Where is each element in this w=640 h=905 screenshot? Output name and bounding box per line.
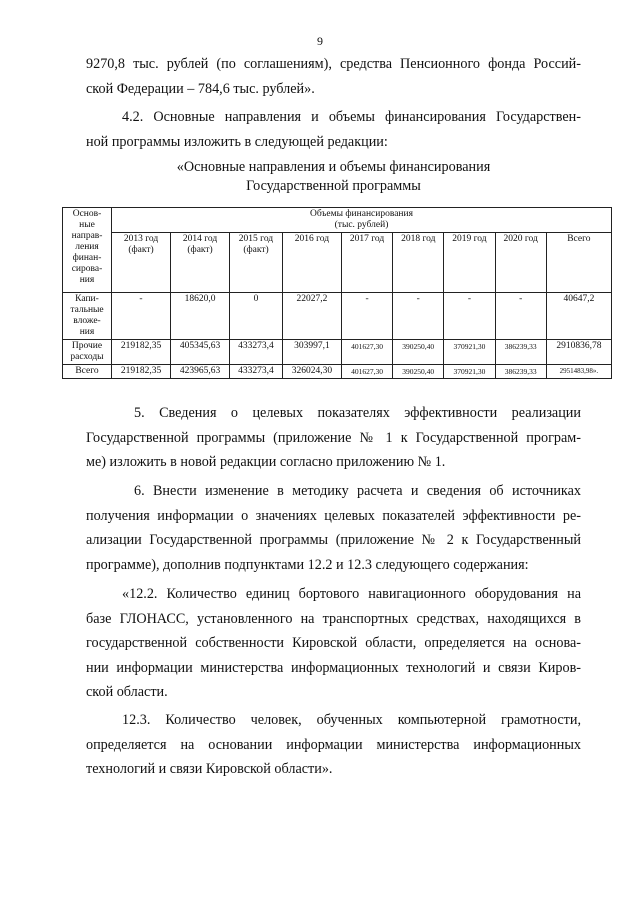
text-line: 6. Внести изменение в методику расчета и сведения об источниках (134, 483, 581, 499)
year-header (341, 233, 392, 293)
text-line: ской Федерации – 784,6 тыс. рублей». (86, 80, 315, 97)
text-line: 5. Сведения о целевых показателях эффективности реализации (134, 405, 581, 421)
table-cell: 433273,4 (230, 365, 283, 379)
header-line: Основ- (72, 209, 102, 219)
page-number: 9 (317, 34, 323, 48)
table-cell: 0 (230, 293, 283, 340)
text-line: 12.3. Количество человек, обученных компьютерной грамотности, (122, 712, 581, 728)
table-title-line: Государственной программы (246, 178, 421, 194)
header-line: (факт) (243, 245, 269, 255)
header-line: Объемы финансирования (310, 209, 413, 219)
text-line: 4.2. Основные направления и объемы финансирования Государствен- (122, 109, 581, 125)
label-line: вложе- (73, 316, 101, 326)
table-cell: 386239,33 (495, 365, 546, 379)
text-line: получения информации о значениях целевых показателей эффективности ре- (86, 507, 581, 524)
paragraph-5 (86, 401, 581, 475)
table-title-line: «Основные направления и объемы финансирования (176, 159, 491, 175)
header-line: (факт) (187, 245, 213, 255)
header-line: финан- (72, 253, 102, 263)
table-cell: 22027,2 (282, 293, 341, 340)
table-row-total (63, 365, 612, 379)
text-line: государственной собственности Кировской области, определяется на основа- (86, 635, 581, 651)
table-cell: 40647,2 (546, 293, 611, 340)
table-cell: - (112, 293, 171, 340)
text-line: ской области. (86, 684, 168, 700)
table-cell: - (393, 293, 444, 340)
table-cell: - (444, 293, 495, 340)
header-line: 2019 год (452, 234, 487, 244)
label-line: Всего (75, 366, 99, 376)
table-cell: 390250,40 (393, 365, 444, 379)
year-header (230, 233, 283, 293)
year-header (546, 233, 611, 293)
paragraph-12-3 (86, 708, 581, 782)
table-row-capital (63, 293, 612, 340)
paragraph-4-2 (86, 105, 581, 154)
text-line: «12.2. Количество единиц бортового навигационного оборудования на (122, 586, 581, 602)
paragraph-funding-tail (86, 52, 581, 101)
table-row-other (63, 340, 612, 365)
table-cell: 370921,30 (444, 365, 495, 379)
label-line: ния (79, 327, 95, 337)
table-cell: 433273,4 (230, 340, 283, 365)
header-line: 2015 год (238, 234, 274, 244)
row-label (63, 365, 112, 379)
table-cell: 2951483,98». (546, 365, 611, 379)
header-line: направ- (71, 231, 103, 241)
table-title (86, 158, 581, 196)
year-header (495, 233, 546, 293)
label-line: Капи- (75, 294, 99, 304)
header-line: 2020 год (503, 234, 538, 244)
header-line: 2013 год (123, 234, 159, 244)
table-cell: 219182,35 (112, 365, 171, 379)
table-cell: 326024,30 (282, 365, 341, 379)
header-line: ления (75, 242, 99, 252)
year-header (171, 233, 230, 293)
financing-table (62, 207, 612, 379)
corner-header (63, 208, 112, 293)
text-line: базе ГЛОНАСС, установленного на транспортных средствах, находящихся в (86, 610, 581, 627)
table-cell: 2910836,78 (546, 340, 611, 365)
table-cell: 303997,1 (282, 340, 341, 365)
label-line: Прочие (71, 341, 103, 351)
text-line: ме) изложить в новой редакции согласно приложению № 1. (86, 454, 446, 470)
table-cell: - (495, 293, 546, 340)
text-line: ализации Государственной программы (приложение № 2 к Государственный (86, 532, 581, 548)
header-line: ные (79, 220, 95, 230)
header-line: 2017 год (349, 234, 385, 244)
header-line: сирова- (71, 264, 103, 274)
text-line: технологий и связи Кировской области». (86, 761, 333, 777)
text-line: 9270,8 тыс. рублей (по соглашениям), средства Пенсионного фонда Россий- (86, 56, 581, 72)
header-line: (факт) (128, 245, 154, 255)
table-cell: 423965,63 (171, 365, 230, 379)
table-cell: 219182,35 (112, 340, 171, 365)
year-header (393, 233, 444, 293)
table-cell: 390250,40 (393, 340, 444, 365)
table-cell: 405345,63 (171, 340, 230, 365)
table-cell: 401627,30 (341, 340, 392, 365)
year-header (112, 233, 171, 293)
table-cell: 18620,0 (171, 293, 230, 340)
text-line: Государственной программы (приложение № 1 к Государственной програм- (86, 429, 581, 446)
paragraph-12-2 (86, 582, 581, 705)
text-line: нии информации министерства информационных технологий и связи Киров- (86, 659, 581, 676)
header-line: 2016 год (294, 234, 330, 244)
header-line: 2014 год (182, 234, 218, 244)
year-header (282, 233, 341, 293)
table-cell: - (341, 293, 392, 340)
paragraph-6 (86, 479, 581, 577)
label-line: тальные (70, 305, 104, 315)
volumes-header (112, 208, 612, 233)
text-line: ной программы изложить в следующей редакции: (86, 133, 388, 150)
header-line: Всего (567, 234, 591, 244)
label-line: расходы (70, 352, 104, 362)
header-line: (тыс. рублей) (334, 220, 389, 230)
year-header (444, 233, 495, 293)
row-label (63, 340, 112, 365)
text-line: программе), дополнив подпунктами 12.2 и 12.3 следующего содержания: (86, 556, 529, 573)
text-line: определяется на основании информации министерства информационных (86, 736, 581, 753)
header-line: 2018 год (401, 234, 436, 244)
row-label (63, 293, 112, 340)
table-cell: 386239,33 (495, 340, 546, 365)
table-cell: 401627,30 (341, 365, 392, 379)
header-line: ния (79, 275, 95, 285)
table-cell: 370921,30 (444, 340, 495, 365)
